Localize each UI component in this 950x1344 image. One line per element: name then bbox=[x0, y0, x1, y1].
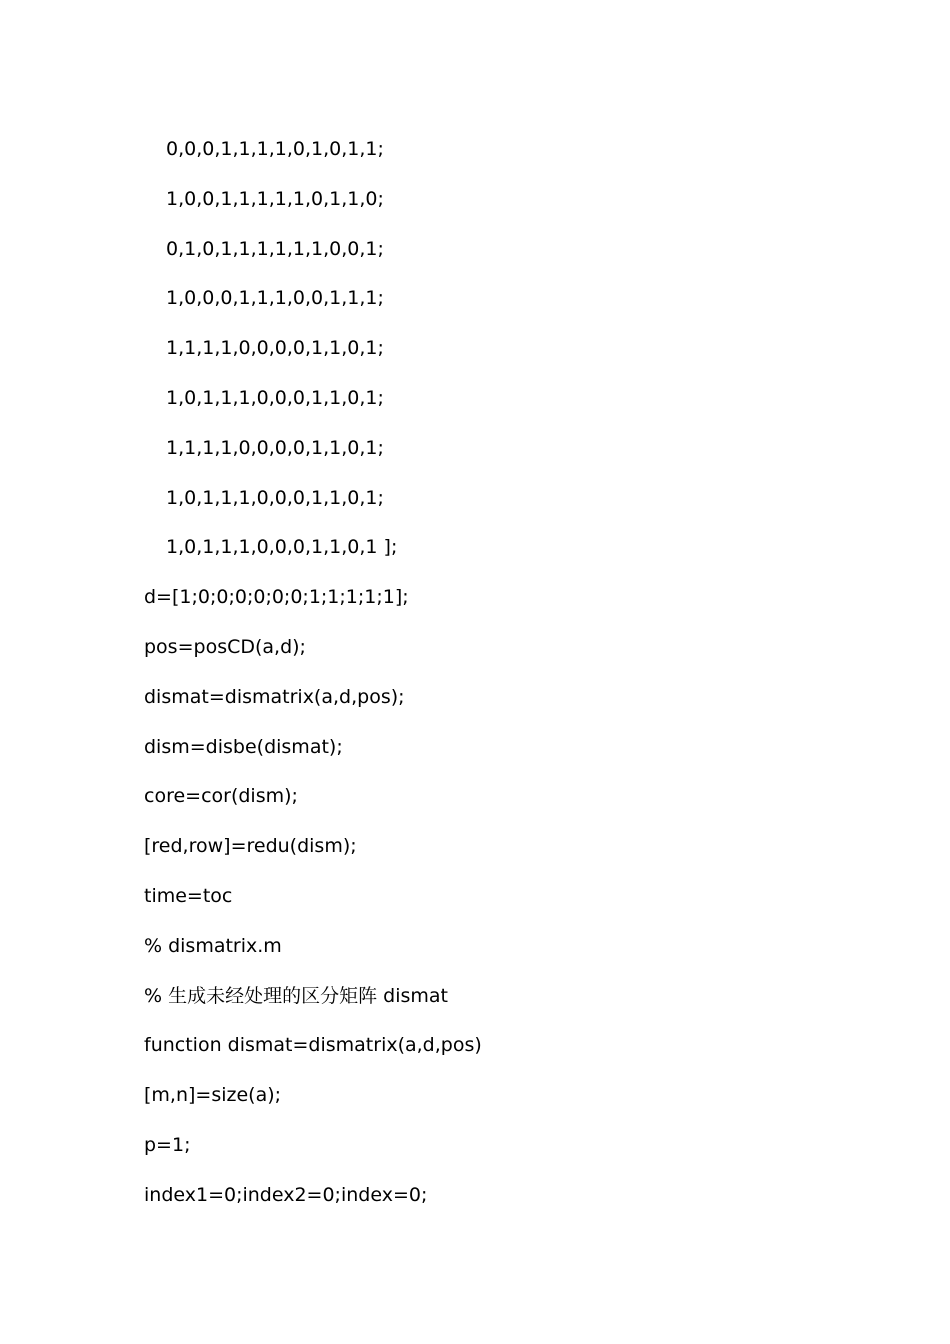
code-listing bbox=[0, 134, 950, 1230]
code-line-time: time=toc bbox=[144, 884, 233, 907]
code-comment-filename: % dismatrix.m bbox=[144, 934, 282, 957]
code-line-index-init: index1=0;index2=0;index=0; bbox=[144, 1183, 428, 1206]
code-comment-description: % 生成未经处理的区分矩阵 dismat bbox=[144, 984, 448, 1007]
code-line-matrix-row: 0,0,0,1,1,1,1,0,1,0,1,1; bbox=[166, 138, 384, 160]
code-line-matrix-row: 1,1,1,1,0,0,0,0,1,1,0,1; bbox=[166, 337, 384, 360]
code-line-redu-call: [red,row]=redu(dism); bbox=[144, 835, 357, 858]
code-line-pos-assignment: pos=posCD(a,d); bbox=[144, 635, 306, 658]
code-line-matrix-row: 1,1,1,1,0,0,0,0,1,1,0,1; bbox=[166, 436, 384, 459]
code-line-core-assignment: core=cor(dism); bbox=[144, 785, 298, 808]
code-line-dism-assignment: dism=disbe(dismat); bbox=[144, 735, 343, 758]
code-line-matrix-row: 1,0,1,1,1,0,0,0,1,1,0,1; bbox=[166, 386, 384, 409]
code-line-dismat-assignment: dismat=dismatrix(a,d,pos); bbox=[144, 685, 405, 708]
code-line-matrix-row: 0,1,0,1,1,1,1,1,1,0,0,1; bbox=[166, 237, 384, 260]
code-line-matrix-row: 1,0,1,1,1,0,0,0,1,1,0,1; bbox=[166, 486, 384, 509]
code-line-size: [m,n]=size(a); bbox=[144, 1084, 282, 1107]
code-line-p-init: p=1; bbox=[144, 1133, 191, 1156]
code-line-matrix-row: 1,0,0,0,1,1,1,0,0,1,1,1; bbox=[166, 287, 384, 310]
code-line-function-declaration: function dismat=dismatrix(a,d,pos) bbox=[144, 1034, 482, 1057]
code-line-matrix-row: 1,0,0,1,1,1,1,1,0,1,1,0; bbox=[166, 187, 384, 210]
code-line-matrix-row-end: 1,0,1,1,1,0,0,0,1,1,0,1 ]; bbox=[166, 536, 398, 559]
code-line-d-assignment: d=[1;0;0;0;0;0;0;1;1;1;1;1]; bbox=[144, 586, 409, 609]
